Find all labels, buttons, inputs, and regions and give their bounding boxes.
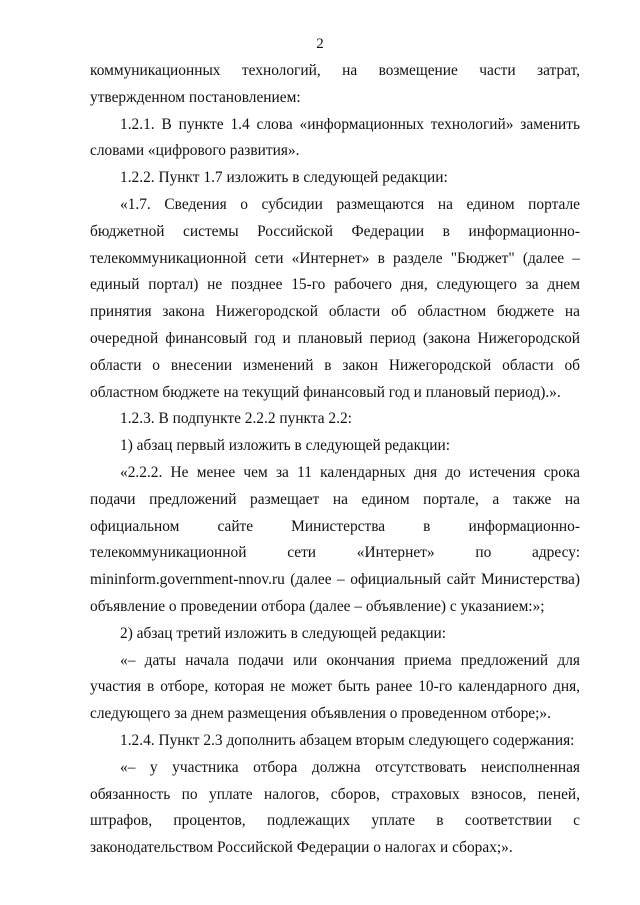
paragraph-item-2: 2) абзац третий изложить в следующей редакции: bbox=[120, 624, 447, 642]
paragraph-1-2-3: 1.2.3. В подпункте 2.2.2 пункта 2.2: bbox=[120, 410, 352, 428]
document-body bbox=[90, 58, 580, 862]
paragraph-quote-dates: «– даты начала подачи или окончания приема предложений для участия в отборе, которая не может быть ранее 10-го календарного дня, следующего за днем размещения объявления о проведенном отборе;». bbox=[90, 651, 580, 723]
paragraph-1-2-2: 1.2.2. Пункт 1.7 изложить в следующей редакции: bbox=[120, 169, 448, 187]
paragraph-1-2-4: 1.2.4. Пункт 2.3 дополнить абзацем вторым следующего содержания: bbox=[120, 731, 575, 749]
paragraph-1-2-1: 1.2.1. В пункте 1.4 слова «информационных технологий» заменить словами «цифрового развития». bbox=[90, 115, 580, 160]
page-number: 2 bbox=[316, 36, 324, 52]
paragraph-continuation: коммуникационных технологий, на возмещение части затрат, утвержденном постановлением: bbox=[90, 62, 580, 106]
paragraph-item-1: 1) абзац первый изложить в следующей редакции: bbox=[120, 437, 451, 455]
paragraph-quote-1-7: «1.7. Сведения о субсидии размещаются на едином портале бюджетной системы Российской Федерации в информационно-телекоммуникационной сети «Интернет» в разделе "Бюджет" (далее – единый портал) не позднее 15-го рабочего дня, следующего за днем принятия закона Нижегородской области об областном бюджете на очередной финансовый год и плановый период (закона Нижегородской области о внесении изменений в закон Нижегородской области об областном бюджете на текущий финансовый год и плановый период).». bbox=[90, 195, 580, 401]
paragraph-quote-obligation: «– у участника отбора должна отсутствовать неисполненная обязанность по уплате налогов, сборов, страховых взносов, пеней, штрафов, процентов, подлежащих уплате в соответствии с законодательством Российской Федерации о налогах и сборах;». bbox=[90, 758, 580, 857]
paragraph-quote-2-2-2: «2.2.2. Не менее чем за 11 календарных дня до истечения срока подачи предложений размещает на едином портале, а также на официальном сайте Министерства в информационно-телекоммуникационной сети «Интернет» по адресу: mininform.government-nnov.ru (далее – официальный сайт Министерства) объявление о проведении отбора (далее – объявление) с указанием:»; bbox=[90, 463, 580, 615]
